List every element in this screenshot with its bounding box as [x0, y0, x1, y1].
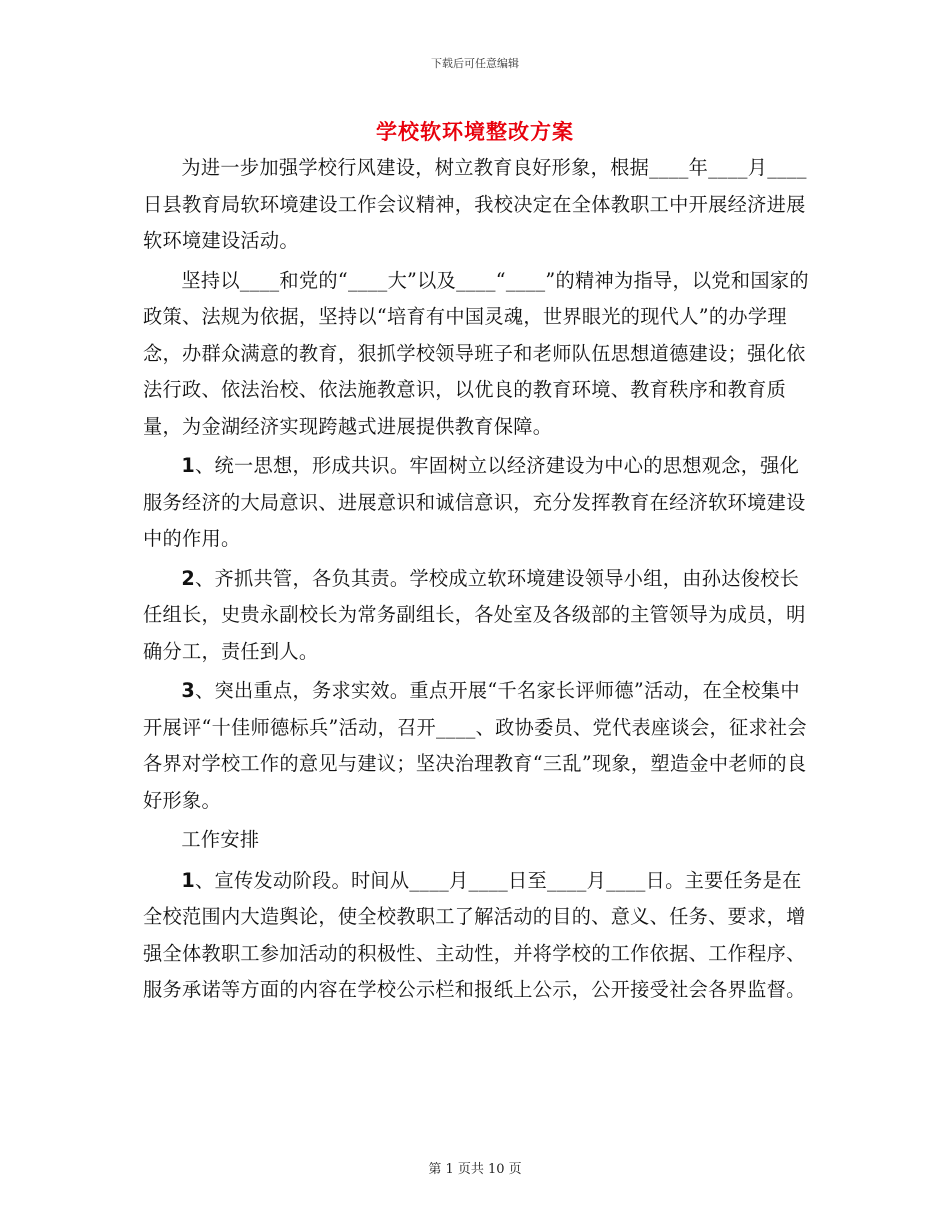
- paragraph-item-1: [143, 448, 815, 558]
- page-footer: 第 1 页共 10 页: [428, 1162, 522, 1177]
- paragraph-stage-1: [143, 863, 815, 1009]
- document-title: 学校软环境整改方案: [376, 119, 574, 144]
- page-header: 下载后可任意编辑: [431, 57, 519, 70]
- document-body: [143, 150, 815, 1012]
- paragraph-text: 、宣传发动阶段。时间从____月____日至____月____日。主要任务是在全校范围内大造舆论，使全校教职工了解活动的目的、意义、任务、要求，增强全体教职工参加活动的积极性、主动性，并将学校的工作依据、工作程序、服务承诺等方面的内容在学校公示栏和报纸上公示，公开接受社会各界监督。: [143, 868, 806, 1001]
- item-number: 1: [181, 868, 196, 892]
- paragraph-text: 、齐抓共管，各负其责。学校成立软环境建设领导小组，由孙达俊校长任组长，史贵永副校长为常务副组长，各处室及各级部的主管领导为成员，明确分工，责任到人。: [143, 566, 806, 663]
- item-number: 2: [181, 566, 196, 590]
- paragraph-item-2: [143, 561, 815, 671]
- paragraph-guideline: [143, 263, 815, 446]
- paragraph-text: 、突出重点，务求实效。重点开展“千名家长评师德”活动，在全校集中开展评“十佳师德标兵”活动，召开____、政协委员、党代表座谈会，征求社会各界对学校工作的意见与建议；坚决治理教育“三乱”现象，塑造金中老师的良好形象。: [143, 679, 807, 812]
- item-number: 3: [181, 679, 196, 702]
- section-heading-work-arrangement: [143, 822, 815, 859]
- paragraph-text: 坚持以____和党的“____大”以及____“____”的精神为指导，以党和国家的政策、法规为依据，坚持以“培育有中国灵魂，世界眼光的现代人”的办学理念，办群众满意的教育，狠抓学校领导班子和老师队伍思想道德建设；强化依法行政、依法治校、依法施教意识，以优良的教育环境、教育秩序和教育质量，为金湖经济实现跨越式进展提供教育保障。: [143, 268, 809, 438]
- paragraph-intro: [143, 150, 815, 260]
- item-number: 1: [181, 454, 196, 477]
- paragraph-text: 为进一步加强学校行风建设，树立教育良好形象，根据____年____月____日县教育局软环境建设工作会议精神，我校决定在全体教职工中开展经济进展软环境建设活动。: [143, 156, 807, 252]
- paragraph-text: 、统一思想，形成共识。牢固树立以经济建设为中心的思想观念，强化服务经济的大局意识、进展意识和诚信意识，充分发挥教育在经济软环境建设中的作用。: [143, 454, 806, 550]
- paragraph-item-3: [143, 673, 815, 819]
- paragraph-text: 工作安排: [181, 828, 260, 851]
